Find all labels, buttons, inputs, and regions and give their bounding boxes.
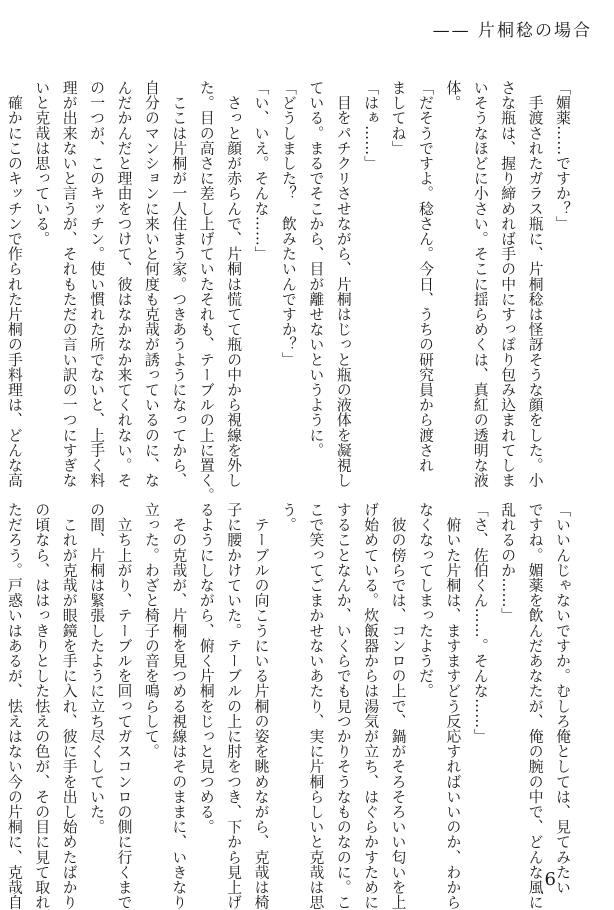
chapter-title: —— 片桐稔の場合 (432, 21, 592, 41)
text-block-bottom: 「いいんじゃないですか。むしろ俺としては、見てみたい ですね。媚薬を飲んだあなたが、俺の腕の中で、どんな風に 乱れるのか……」 「さ、佐伯くん……。そんな……」 俯いた片桐は、ますますどう反応すればいいのか、わから なくなってしまったようだ。 彼の傍らでは、コンロの上で、鍋がそろそろいい匂いを上 げ始めている。炊飯器からは湯気が立ち、はぐらかすために することなんか、いくらでも見つかりそうなものなのに。こ こで笑ってごまかせないあたり、実に片桐らしいと克哉は思 う。 テーブルの向こうにいる片桐の姿を眺めながら、克哉は椅 子に腰かけていた。テーブルの上に肘をつき、下から見上げ るようにしながら、俯く片桐をじっと見つめる。 その克哉が、片桐を見つめる視線はそのままに、いきなり 立った。わざと椅子の音を鳴らして。 立ち上がり、テーブルを回ってガスコンロの側に行くまで の間、片桐は緊張したように立ち尽くしていた。 これが克哉が眼鏡を手に入れ、彼に手を出し始めたばかり の頃なら、ははっきりとした怯えの色が、その目に見て取れ ただろう。戸惑いはあるが、怯えはない今の片桐に、克哉自 (5, 502, 571, 910)
page-number: 6 (544, 869, 556, 890)
text-block-top: 「媚薬……ですか？」 手渡されたガラス瓶に、片桐稔は怪訝そうな顔をした。小 さな瓶は、握り締めれば手の中にすっぽり包み込まれてしま いそうなほどに小さい。そこに揺らめくは、真紅の透明な液 体。 「だそうですよ。稔さん。今日、うちの研究員から渡され ましてね」 「はぁ……」 目をパチクリさせながら、片桐はじっと瓶の液体を凝視し ている。まるでそこから、目が離せないというように。 「どうしました？ 飲みたいんですか？」 「い、いえ。そんな……」 さっと顔が赤らんで、片桐は慌てて瓶の中から視線を外し た。目の高さに差し上げていたそれも、テーブルの上に置く。 ここは片桐が一人住まう家。つきあうようになってから、 自分のマンションに来いと何度も克哉が誘っているのに、な んだかんだと理由をつけて、彼はなかなか来てくれない。そ の一つが、このキッチン。使い慣れた所でないと、上手く料 理が出来ないと言うが、それもただの言い訳の一つにすぎな いと克哉は思っている。 確かにこのキッチンで作られた片桐の手料理は、どんな高 (5, 80, 571, 503)
